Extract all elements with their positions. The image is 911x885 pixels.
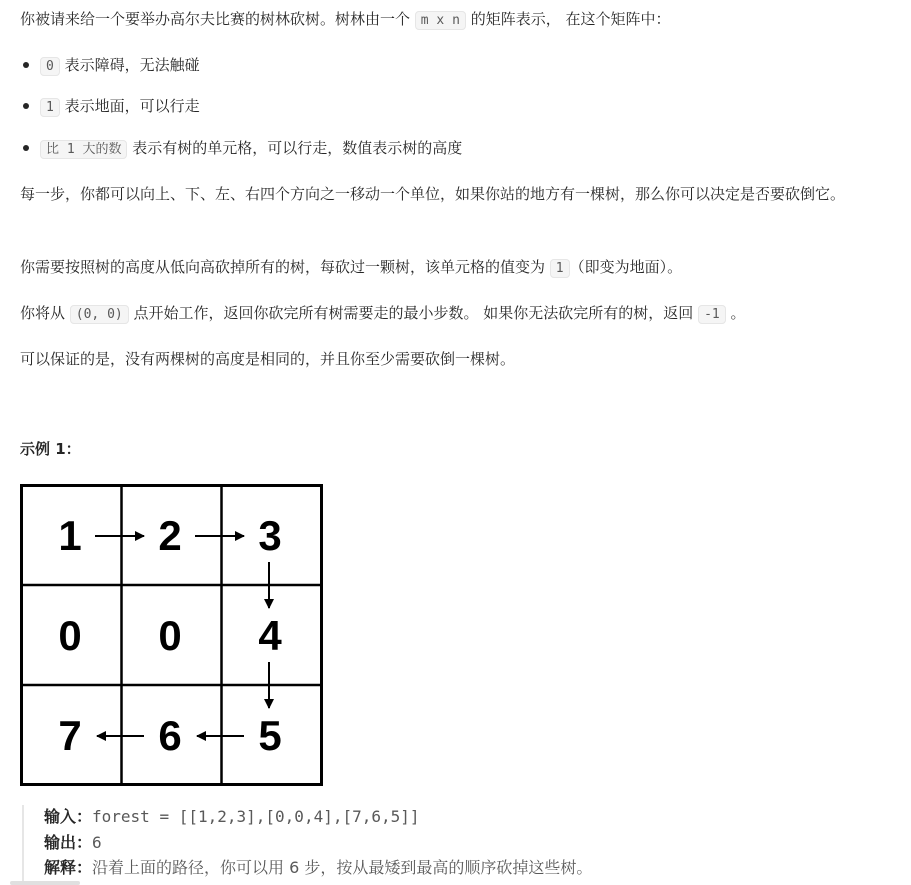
start-paragraph (20, 300, 900, 328)
step-paragraph: 每一步，你都可以向上、下、左、右四个方向之一移动一个单位，如果你站的地方有一棵树，那么你可以决定是否要砍倒它。 (20, 185, 846, 203)
input-label: 输入： (44, 807, 93, 826)
grid-cell: 0 (58, 612, 82, 659)
grid-cell: 5 (258, 712, 282, 759)
intro-paragraph (20, 6, 670, 34)
grid-cell: 0 (158, 612, 182, 659)
horizontal-scrollbar[interactable] (10, 881, 80, 885)
tree-desc: 表示有树的单元格，可以行走，数值表示树的高度 (127, 139, 463, 157)
output-line (44, 831, 102, 855)
grid-cell: 2 (158, 512, 182, 559)
example-io-block (22, 805, 882, 885)
tree-code: 比 1 大的数 (40, 140, 127, 159)
intro-text-end: 的矩阵表示， 在这个矩阵中： (465, 10, 671, 28)
input-value: forest = [[1,2,3],[0,0,4],[7,6,5]] (92, 807, 420, 826)
intro-text: 你被请来给一个要举办高尔夫比赛的树林砍树。树林由一个 (20, 10, 415, 28)
order-text: 你需要按照树的高度从低向高砍掉所有的树，每砍过一颗树，该单元格的值变为 (20, 258, 550, 276)
input-line (44, 805, 420, 829)
bullet-dot-icon (23, 145, 29, 151)
grid-cell: 7 (58, 712, 82, 759)
order-text-end: （即变为地面）。 (569, 258, 683, 276)
start-text-middle: 点开始工作，返回你砍完所有树需要走的最小步数。 如果你无法砍完所有的树，返回 (128, 304, 699, 322)
bullet-dot-icon (23, 62, 29, 68)
grid-cell: 1 (58, 512, 82, 559)
bullet-dot-icon (23, 103, 29, 109)
ground-desc: 表示地面，可以行走 (59, 97, 200, 115)
start-text-end: 。 (725, 304, 746, 322)
grid-cell: 4 (258, 612, 282, 659)
order-paragraph (20, 254, 900, 282)
start-text: 你将从 (20, 304, 70, 322)
obstacle-code: 0 (40, 57, 60, 76)
explain-label: 解释： (44, 858, 93, 877)
origin-code: (0, 0) (70, 305, 129, 324)
explain-value: 沿着上面的路径，你可以用 6 步，按从最矮到最高的顺序砍掉这些树。 (92, 858, 593, 877)
explain-line (44, 856, 592, 880)
output-label: 输出： (44, 833, 93, 852)
output-value: 6 (92, 833, 102, 852)
ground-value-code: 1 (550, 259, 570, 278)
ground-code: 1 (40, 98, 60, 117)
obstacle-desc: 表示障碍，无法触碰 (59, 56, 200, 74)
grid-cell: 3 (258, 512, 282, 559)
fail-value-code: -1 (698, 305, 726, 324)
matrix-size-code: m x n (415, 11, 466, 30)
example-title: 示例 1： (20, 440, 81, 458)
grid-cell: 6 (158, 712, 182, 759)
example-grid-figure (20, 484, 324, 788)
guarantee-paragraph: 可以保证的是，没有两棵树的高度是相同的，并且你至少需要砍倒一棵树。 (20, 350, 516, 368)
